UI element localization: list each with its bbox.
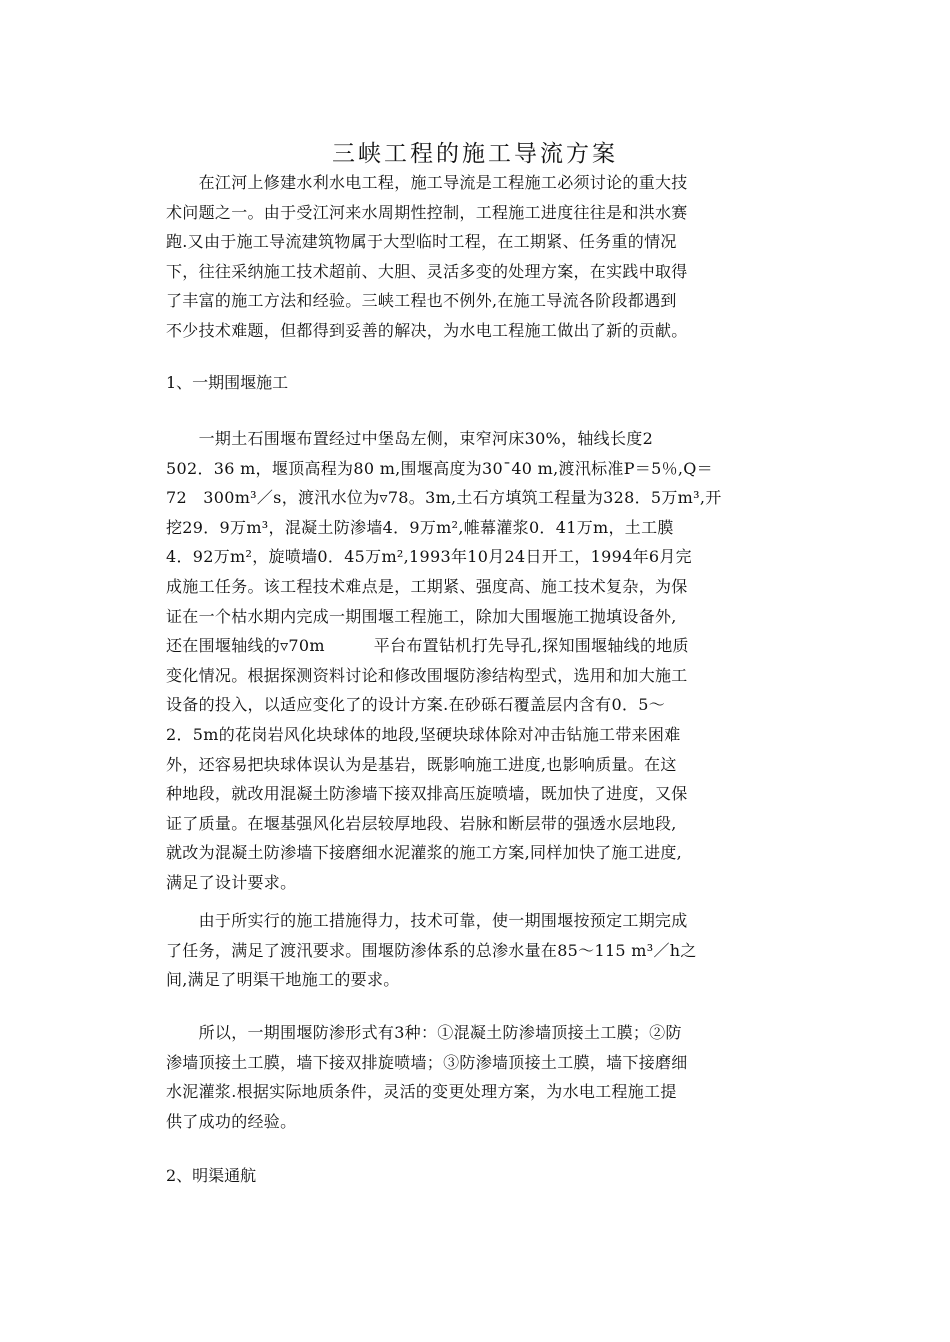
text-line: 间,满足了明渠干地施工的要求。 [166,970,400,990]
text-line: 由于所实行的施工措施得力，技术可靠，使一期围堰按预定工期完成 [166,911,688,930]
text-line: 下，往往采纳施工技术超前、大胆、灵活多变的处理方案，在实践中取得 [166,261,688,281]
text-line: 2．5m的花岗岩风化块球体的地段,坚硬块球体除对冲击钻施工带来困难 [166,724,681,744]
section-1-paragraph-1 [166,424,786,898]
intro-paragraph [166,168,786,346]
text-line: 还在围堰轴线的▿70m 平台布置钻机打先导孔,探知围堰轴线的地质 [166,636,689,656]
text-line: 供了成功的经验。 [166,1111,297,1131]
text-line: 种地段，就改用混凝土防渗墙下接双排高压旋喷墙，既加快了进度，又保 [166,784,688,804]
document-title: 三峡工程的施工导流方案 [332,141,618,167]
section-1-heading: 1、一期围堰施工 [166,373,289,392]
text-line: 变化情况。根据探测资料讨论和修改围堰防渗结构型式，选用和加大施工 [166,665,688,685]
section-2-heading: 2、明渠通航 [166,1166,257,1185]
text-line: 就改为混凝土防渗墙下接磨细水泥灌浆的施工方案,同样加快了施工进度, [166,843,683,863]
text-line: 证了质量。在堰基强风化岩层较厚地段、岩脉和断层带的强透水层地段, [166,813,677,833]
text-line: 设备的投入，以适应变化了的设计方案.在砂砾石覆盖层内含有0．5～ [166,695,666,715]
text-line: 所以，一期围堰防渗形式有3种：①混凝土防渗墙顶接土工膜；②防 [166,1023,682,1042]
text-line: 术问题之一。由于受江河来水周期性控制，工程施工进度往往是和洪水赛 [166,202,688,222]
text-line: 一期土石围堰布置经过中堡岛左侧，束窄河床30%，轴线长度2 [166,429,654,448]
text-line: 满足了设计要求。 [166,872,297,892]
text-line: 4．92万m²，旋喷墙0．45万m²,1993年10月24日开工，1994年6月完 [166,547,692,567]
text-line: 水泥灌浆.根据实际地质条件，灵活的变更处理方案，为水电工程施工提 [166,1082,677,1102]
text-line: 不少技术难题，但都得到妥善的解决，为水电工程施工做出了新的贡献。 [166,320,688,340]
text-line: 渗墙顶接土工膜，墙下接双排旋喷墙；③防渗墙顶接土工膜，墙下接磨细 [166,1052,688,1072]
section-1-paragraph-2 [166,906,786,995]
text-line: 挖29．9万m³，混凝土防渗墙4．9万m²,帷幕灌浆0．41万m，土工膜 [166,517,674,537]
text-line: 跑.又由于施工导流建筑物属于大型临时工程，在工期紧、任务重的情况 [166,232,677,252]
text-line: 了任务，满足了渡汛要求。围堰防渗体系的总渗水量在85～115 m³／h之 [166,940,697,960]
text-line: 了丰富的施工方法和经验。三峡工程也不例外,在施工导流各阶段都遇到 [166,291,677,311]
text-line: 502．36 m，堰顶高程为80 m,围堰高度为30¯40 m,渡汛标准P＝5％,Q＝ [166,458,713,478]
text-line: 成施工任务。该工程技术难点是，工期紧、强度高、施工技术复杂，为保 [166,576,688,596]
text-line: 外，还容易把块球体误认为是基岩，既影响施工进度,也影响质量。在这 [166,754,677,774]
text-line: 在江河上修建水利水电工程，施工导流是工程施工必须讨论的重大技 [166,173,688,192]
text-line: 证在一个枯水期内完成一期围堰工程施工，除加大围堰施工抛填设备外, [166,606,677,626]
section-1-paragraph-3 [166,1018,786,1136]
text-line: 72 300m³／s，渡汛水位为▿78。3m,土石方填筑工程量为328．5万m³,开 [166,488,722,508]
